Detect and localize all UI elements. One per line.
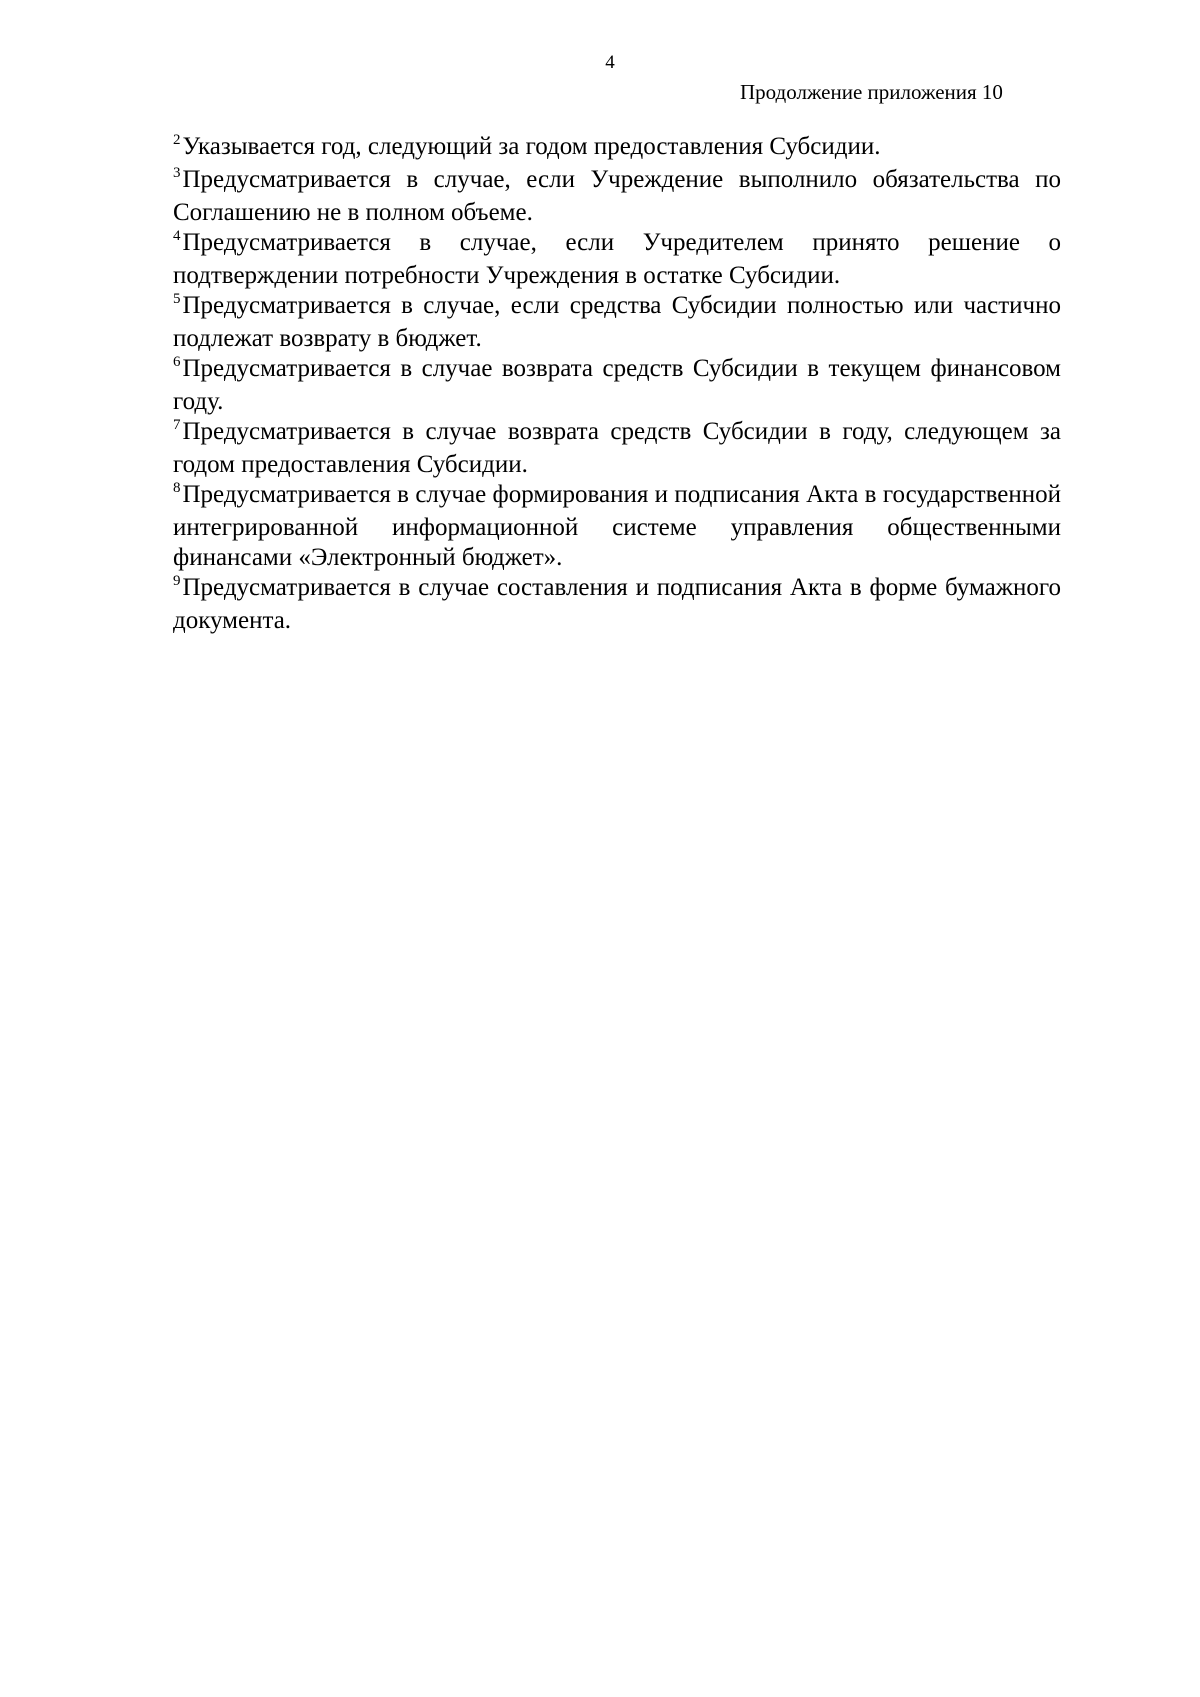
appendix-header: Продолжение приложения 10 bbox=[740, 80, 1003, 104]
footnote-text: Предусматривается в случае составления и подписания Акта в форме бумажного документа. bbox=[173, 574, 1061, 634]
footnote-text: Предусматривается в случае, если Учреждение выполнило обязательства по Соглашению не в полном объеме. bbox=[173, 166, 1061, 226]
footnote-3 bbox=[173, 165, 1061, 228]
footnote-number: 4 bbox=[173, 228, 181, 244]
footnote-5 bbox=[173, 291, 1061, 354]
footnote-text: Предусматривается в случае формирования и подписания Акта в государственной интегрированной информационной системе управления общественными финансами «Электронный бюджет». bbox=[173, 481, 1061, 571]
footnote-number: 9 bbox=[173, 573, 181, 589]
footnote-text: Предусматривается в случае, если средства Субсидии полностью или частично подлежат возврату в бюджет. bbox=[173, 292, 1061, 352]
footnote-number: 2 bbox=[173, 132, 181, 148]
footnote-number: 8 bbox=[173, 480, 181, 496]
footnote-7 bbox=[173, 417, 1061, 480]
footnote-text: Предусматривается в случае возврата средств Субсидии в году, следующем за годом предоставления Субсидии. bbox=[173, 418, 1061, 478]
footnote-text: Предусматривается в случае, если Учредителем принято решение о подтверждении потребности Учреждения в остатке Субсидии. bbox=[173, 229, 1061, 289]
footnote-8 bbox=[173, 480, 1061, 573]
footnote-9 bbox=[173, 573, 1061, 636]
footnote-6 bbox=[173, 354, 1061, 417]
footnote-number: 3 bbox=[173, 165, 181, 181]
footnotes-list bbox=[173, 132, 1061, 636]
footnote-4 bbox=[173, 228, 1061, 291]
footnote-number: 7 bbox=[173, 417, 181, 433]
footnote-2 bbox=[173, 132, 1061, 165]
footnote-number: 6 bbox=[173, 354, 181, 370]
footnote-number: 5 bbox=[173, 291, 181, 307]
footnote-text: Предусматривается в случае возврата средств Субсидии в текущем финансовом году. bbox=[173, 355, 1061, 415]
footnote-text: Указывается год, следующий за годом предоставления Субсидии. bbox=[182, 133, 881, 160]
page-number: 4 bbox=[605, 52, 615, 73]
